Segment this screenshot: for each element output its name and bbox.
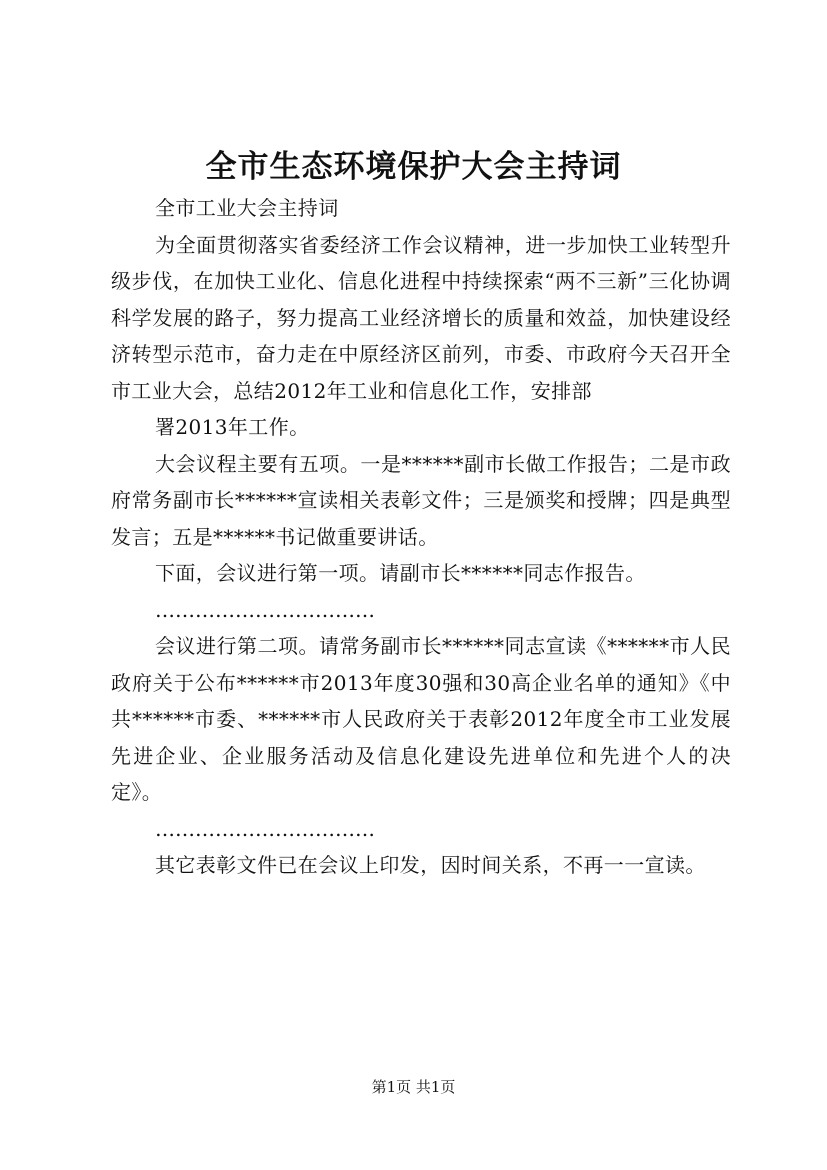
intro-continuation-paragraph: 署2013年工作。 bbox=[155, 415, 310, 439]
document-title: 全市生态环境保护大会主持词 bbox=[205, 149, 622, 185]
document-body bbox=[111, 190, 731, 884]
second-item-paragraph: 会议进行第二项。请常务副市长******同志宣读《******市人民政府关于公布******市2013年度30强和30高企业名单的通知》《中共******市委、******市人民政府关于表彰2012年度全市工业发展先进企业、企业服务活动及信息化建设先进单位和先进个人的决定》。 bbox=[111, 634, 731, 804]
page-footer: 第1页 共1页 bbox=[371, 1078, 456, 1096]
agenda-paragraph: 大会议程主要有五项。一是******副市长做工作报告；二是市政府常务副市长******宣读相关表彰文件；三是颁奖和授牌；四是典型发言；五是******书记做重要讲话。 bbox=[111, 451, 731, 549]
intro-paragraph: 为全面贯彻落实省委经济工作会议精神，进一步加快工业转型升级步伐，在加快工业化、信息化进程中持续探索“两不三新”三化协调科学发展的路子，努力提高工业经济增长的质量和效益，加快建设经济转型示范市，奋力走在中原经济区前列，市委、市政府今天召开全市工业大会，总结2012年工业和信息化工作，安排部 bbox=[111, 232, 731, 403]
closing-paragraph: 其它表彰文件已在会议上印发，因时间关系，不再一一宣读。 bbox=[155, 853, 706, 877]
subtitle-paragraph: 全市工业大会主持词 bbox=[155, 196, 339, 220]
first-item-paragraph: 下面，会议进行第一项。请副市长******同志作报告。 bbox=[155, 561, 646, 585]
ellipsis-separator: …………………………… bbox=[155, 816, 375, 841]
ellipsis-separator: …………………………… bbox=[155, 597, 375, 622]
